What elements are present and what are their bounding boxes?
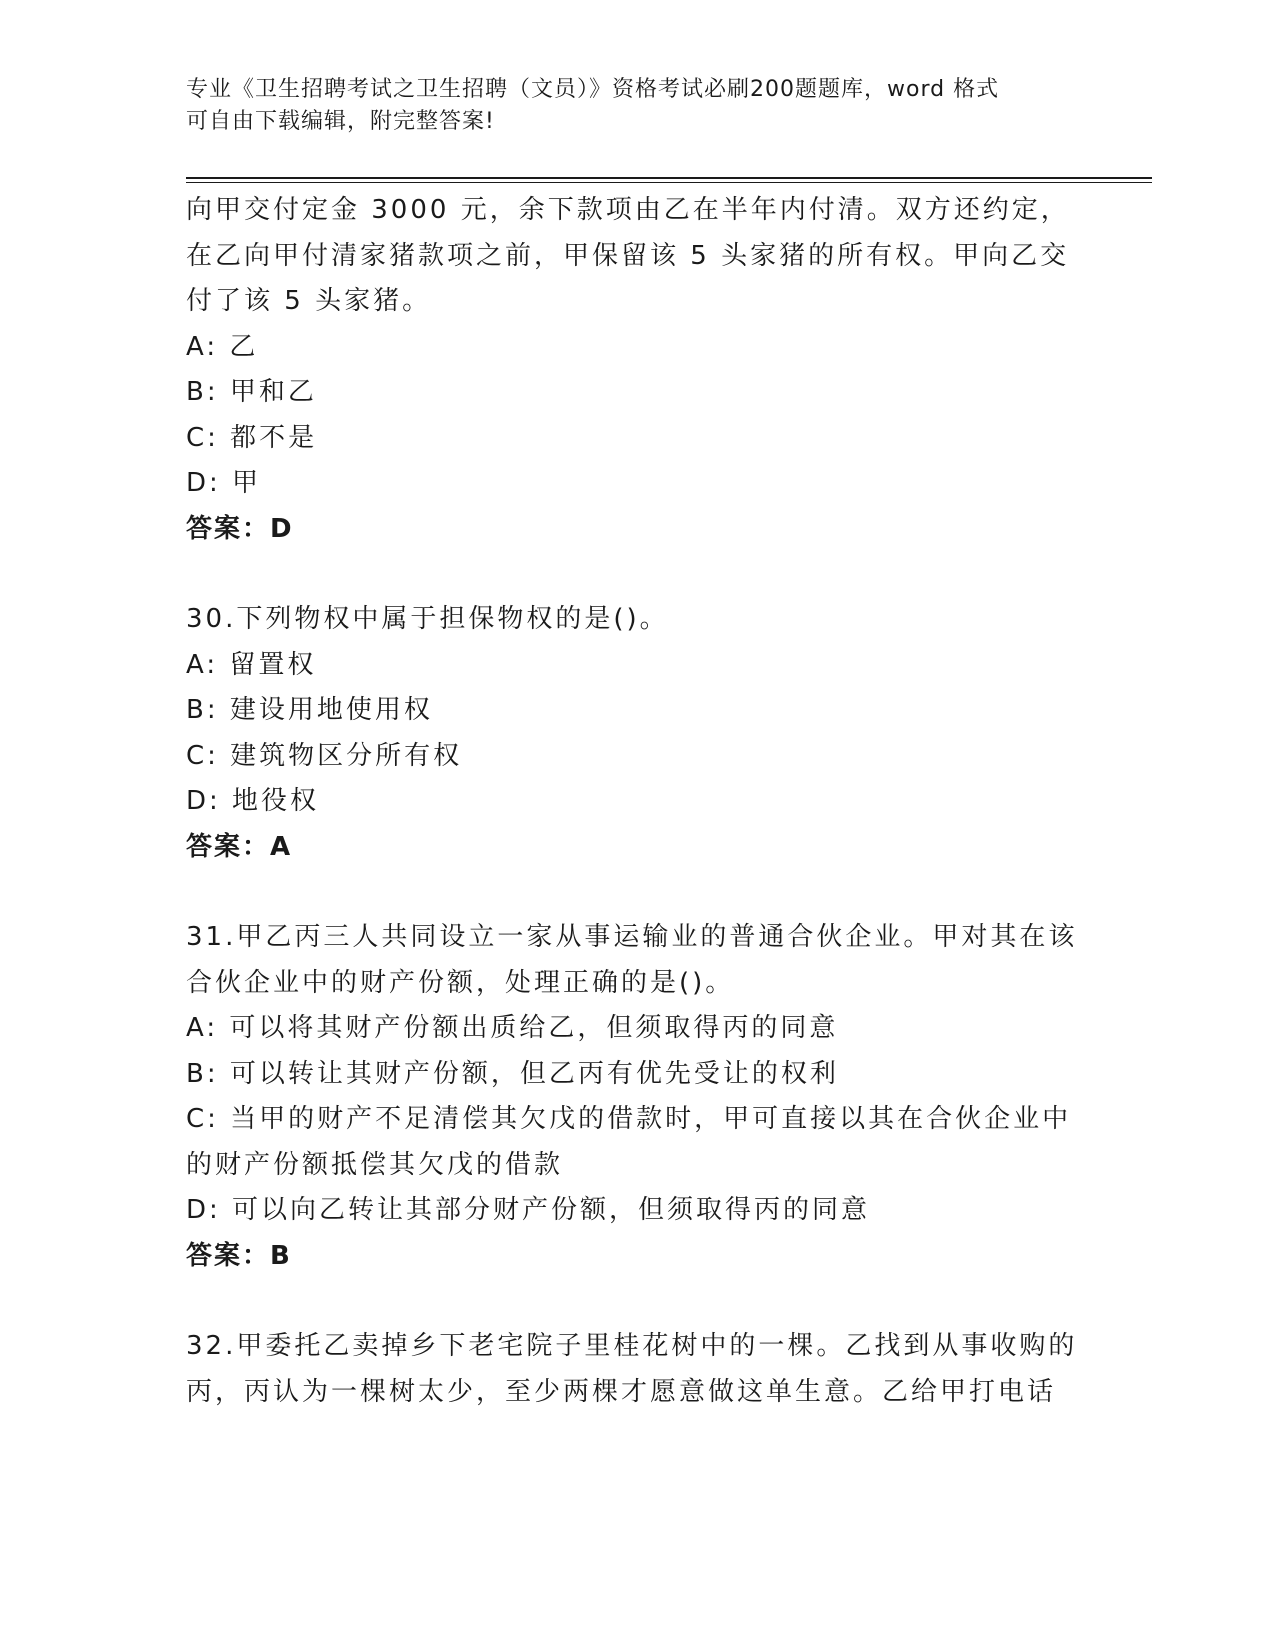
option-b: B: 建设用地使用权 bbox=[186, 695, 433, 725]
question-text: 30.下列物权中属于担保物权的是()。 bbox=[186, 604, 669, 634]
option-c: C: 建筑物区分所有权 bbox=[186, 740, 463, 771]
question-32-block bbox=[186, 1324, 1086, 1415]
option-b: B: 可以转让其财产份额，但乙丙有优先受让的权利 bbox=[186, 1058, 839, 1089]
answer-line: 答案：A bbox=[186, 831, 293, 862]
question-text: 向甲交付定金 3000 元，余下款项由乙在半年内付清。双方还约定，在乙向甲付清家猪款项之前，甲保留该 5 头家猪的所有权。甲向乙交付了该 5 头家猪。 bbox=[186, 195, 1070, 316]
option-c: C: 当甲的财产不足清偿其欠戊的借款时，甲可直接以其在合伙企业中的财产份额抵偿其欠戊的借款 bbox=[186, 1104, 1072, 1180]
spacer bbox=[186, 552, 1086, 597]
option-d: D: 可以向乙转让其部分财产份额，但须取得丙的同意 bbox=[186, 1195, 871, 1225]
question-29-block bbox=[186, 188, 1086, 552]
spacer bbox=[186, 870, 1086, 915]
option-a: A: 乙 bbox=[186, 331, 259, 362]
question-text: 32.甲委托乙卖掉乡下老宅院子里桂花树中的一棵。乙找到从事收购的丙，丙认为一棵树太少，至少两棵才愿意做这单生意。乙给甲打电话 bbox=[186, 1331, 1078, 1407]
option-b: B: 甲和乙 bbox=[186, 377, 317, 407]
header-title-line-1: 专业《卫生招聘考试之卫生招聘（文员）》资格考试必刷200题题库，word 格式 bbox=[186, 77, 1000, 102]
question-31-block bbox=[186, 915, 1086, 1279]
option-a: A: 可以将其财产份额出质给乙，但须取得丙的同意 bbox=[186, 1013, 839, 1043]
spacer bbox=[186, 1279, 1086, 1324]
option-d: D: 地役权 bbox=[186, 786, 320, 816]
document-body bbox=[186, 188, 1086, 1415]
answer-line: 答案：D bbox=[186, 513, 294, 544]
answer-line: 答案：B bbox=[186, 1240, 292, 1271]
option-a: A: 留置权 bbox=[186, 649, 317, 680]
option-d: D: 甲 bbox=[186, 468, 262, 498]
header-divider-thin bbox=[186, 182, 1152, 183]
header-title-line-2: 可自由下载编辑，附完整答案! bbox=[186, 109, 495, 134]
question-text: 31.甲乙丙三人共同设立一家从事运输业的普通合伙企业。甲对其在该合伙企业中的财产份额，处理正确的是()。 bbox=[186, 922, 1078, 998]
question-30-block bbox=[186, 597, 1086, 870]
option-c: C: 都不是 bbox=[186, 422, 318, 453]
header-divider bbox=[186, 177, 1152, 179]
page-header bbox=[186, 74, 1066, 138]
